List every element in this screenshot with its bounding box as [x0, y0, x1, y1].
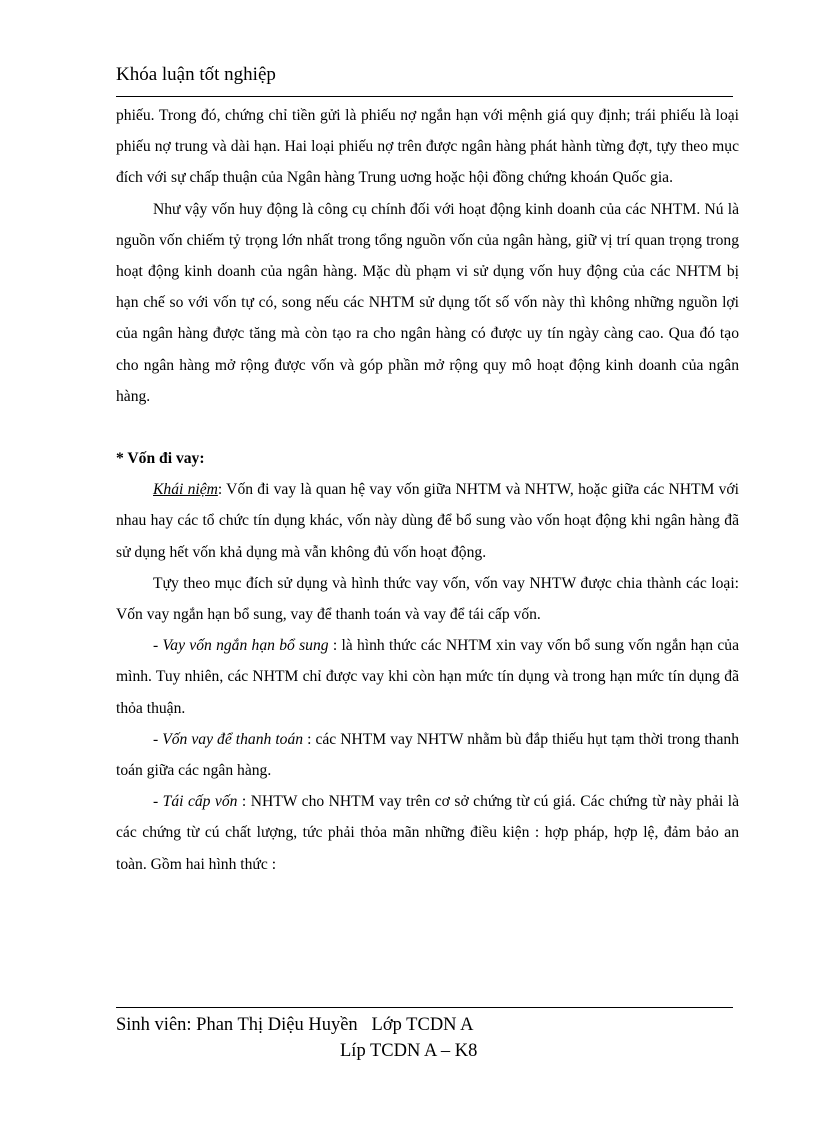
bullet-dash: -: [153, 637, 163, 655]
list-item-term: Vốn vay để thanh toán: [162, 730, 304, 748]
document-body: [116, 100, 739, 880]
list-item-refinancing: [116, 786, 739, 880]
spacer: [116, 412, 739, 443]
header-divider: [116, 96, 733, 97]
definition-term: Khái niệm: [153, 481, 218, 499]
list-item-short-term-loan: [116, 630, 739, 724]
page-header: Khóa luận tốt nghiệp: [116, 64, 276, 85]
definition-text: : Vốn đi vay là quan hệ vay vốn giữa NHTM và NHTW, hoặc giữa các NHTM với nhau hay các tổ chức tín dụng khác, vốn này dùng để bổ sung vào vốn hoạt động khi ngân hàng đã sử dụng hết vốn khả dụng mà vẫn không đủ vốn hoạt động.: [116, 481, 740, 561]
list-item-text: : các NHTM vay NHTW nhằm bù đắp thiếu hụt tạm thời trong thanh toán giữa các ngân hàng.: [116, 730, 739, 780]
list-item-payment-loan: [116, 724, 739, 786]
bullet-dash: -: [153, 793, 163, 811]
list-item-text: : NHTW cho NHTM vay trên cơ sở chứng từ cú giá. Các chứng từ này phải là các chứng từ cú chất lượng, tức phải thỏa mãn những điều kiện : hợp pháp, hợp lệ, đảm bảo an toàn. Gồm hai hình thức :: [116, 793, 740, 873]
footer-student-line: Sinh viên: Phan Thị Diệu Huyền Lớp TCDN A: [116, 1015, 474, 1035]
section-heading: * Vốn đi vay:: [116, 450, 205, 468]
bullet-dash: -: [153, 730, 163, 748]
list-item-term: Tái cấp vốn: [162, 793, 238, 811]
footer-class-line: Líp TCDN A – K8: [340, 1041, 478, 1061]
footer-divider: [116, 1007, 733, 1008]
paragraph-mobilized-capital: Như vậy vốn huy động là công cụ chính đối với hoạt động kinh doanh của các NHTM. Nú là nguồn vốn chiếm tỷ trọng lớn nhất trong tổng nguồn vốn của ngân hàng, giữ vị trí quan trọng trong hoạt động kinh doanh của ngân hàng. Mặc dù phạm vi sử dụng vốn huy động của các NHTM bị hạn chế so với vốn tự có, song nếu các NHTM sử dụng tốt số vốn này thì không những nguồn lợi của ngân hàng được tăng mà còn tạo ra cho ngân hàng có được uy tín ngày càng cao. Qua đó tạo cho ngân hàng mở rộng được vốn và góp phần mở rộng quy mô hoạt động kinh doanh của ngân hàng.: [116, 200, 739, 405]
paragraph-continuation: phiếu. Trong đó, chứng chỉ tiền gửi là phiếu nợ ngắn hạn với mệnh giá quy định; trái phiếu là loại phiếu nợ trung và dài hạn. Hai loại phiếu nợ trên được ngân hàng phát hành từng đợt, tựy theo mục đích với sự chấp thuận của Ngân hàng Trung uơng hoặc hội đồng chứng khoán Quốc gia.: [116, 107, 739, 187]
page-footer: [116, 1012, 477, 1064]
list-item-term: Vay vốn ngắn hạn bổ sung: [162, 637, 329, 655]
list-item-text: : là hình thức các NHTM xin vay vốn bổ sung vốn ngắn hạn của mình. Tuy nhiên, các NHTM chỉ được vay khi còn hạn mức tín dụng và trong hạn mức tín dụng đã thỏa thuận.: [116, 637, 740, 717]
paragraph-definition: [116, 474, 739, 568]
paragraph-loan-types: Tựy theo mục đích sử dụng và hình thức vay vốn, vốn vay NHTW được chia thành các loại: Vốn vay ngắn hạn bổ sung, vay để thanh toán và vay để tái cấp vốn.: [116, 574, 739, 624]
